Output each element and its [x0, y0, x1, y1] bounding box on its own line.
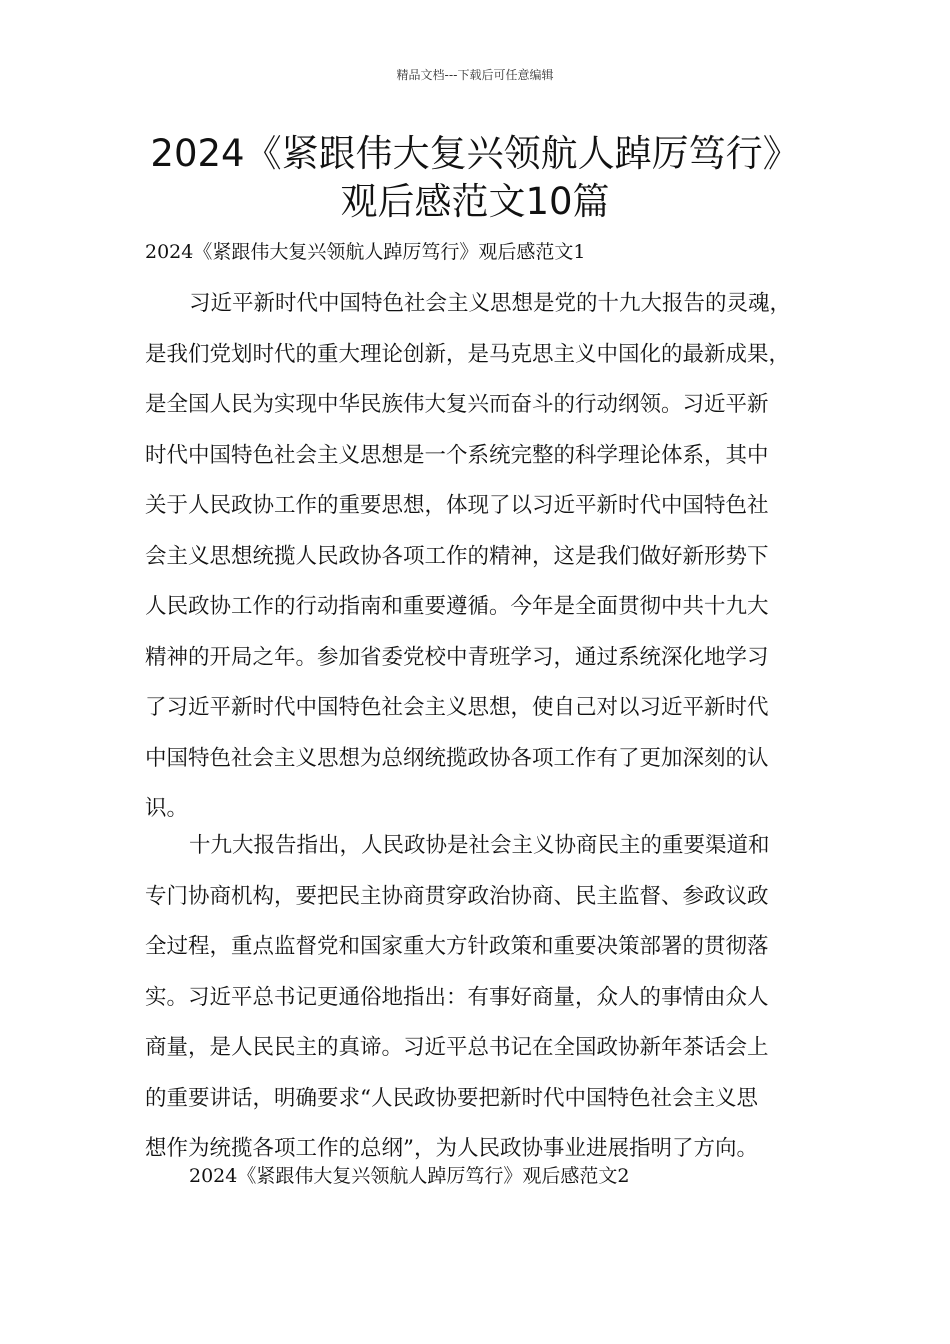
paragraph-line: 时代中国特色社会主义思想是一个系统完整的科学理论体系，其中 — [145, 442, 769, 468]
paragraph-line: 中国特色社会主义思想为总纲统揽政协各项工作有了更加深刻的认 — [145, 745, 769, 771]
paragraph-line: 商量，是人民民主的真谛。习近平总书记在全国政协新年茶话会上 — [145, 1035, 769, 1060]
paragraph-line: 识。 — [145, 796, 189, 821]
paragraph-line: 精神的开局之年。参加省委党校中青班学习，通过系统深化地学习 — [145, 644, 769, 670]
title-line-1: 2024《紧跟伟大复兴领航人踔厉笃行》 — [150, 132, 800, 175]
paragraph-line: 十九大报告指出，人民政协是社会主义协商民主的重要渠道和 — [189, 833, 770, 858]
paragraph-line: 的重要讲话，明确要求“人民政协要把新时代中国特色社会主义思 — [145, 1085, 758, 1111]
paragraph-line: 了习近平新时代中国特色社会主义思想，使自己对以习近平新时代 — [145, 695, 769, 720]
paragraph-line: 专门协商机构，要把民主协商贯穿政治协商、民主监督、参政议政 — [145, 883, 769, 909]
section-heading-1: 2024《紧跟伟大复兴领航人踔厉笃行》观后感范文1 — [145, 241, 586, 263]
paragraph-2 — [145, 828, 810, 1182]
header-note: 精品文档---下载后可任意编辑 — [396, 68, 554, 82]
paragraph-1 — [145, 286, 810, 842]
paragraph-line: 实。习近平总书记更通俗地指出：有事好商量，众人的事情由众人 — [145, 984, 769, 1010]
title-line-2: 观后感范文10篇 — [340, 180, 610, 223]
paragraph-line: 会主义思想统揽人民政协各项工作的精神，这是我们做好新形势下 — [145, 543, 769, 569]
paragraph-line: 全过程，重点监督党和国家重大方针政策和重要决策部署的贯彻落 — [145, 934, 769, 959]
section-heading-2: 2024《紧跟伟大复兴领航人踔厉笃行》观后感范文2 — [189, 1165, 630, 1187]
paragraph-line: 关于人民政协工作的重要思想，体现了以习近平新时代中国特色社 — [145, 493, 769, 518]
paragraph-line: 习近平新时代中国特色社会主义思想是党的十九大报告的灵魂， — [189, 291, 792, 316]
paragraph-line: 是全国人民为实现中华民族伟大复兴而奋斗的行动纲领。习近平新 — [145, 392, 769, 417]
paragraph-line: 人民政协工作的行动指南和重要遵循。今年是全面贯彻中共十九大 — [145, 594, 769, 619]
document-title — [100, 130, 850, 226]
paragraph-line: 是我们党划时代的重大理论创新，是马克思主义中国化的最新成果， — [145, 341, 791, 367]
paragraph-line: 想作为统揽各项工作的总纲”，为人民政协事业进展指明了方向。 — [145, 1136, 758, 1161]
